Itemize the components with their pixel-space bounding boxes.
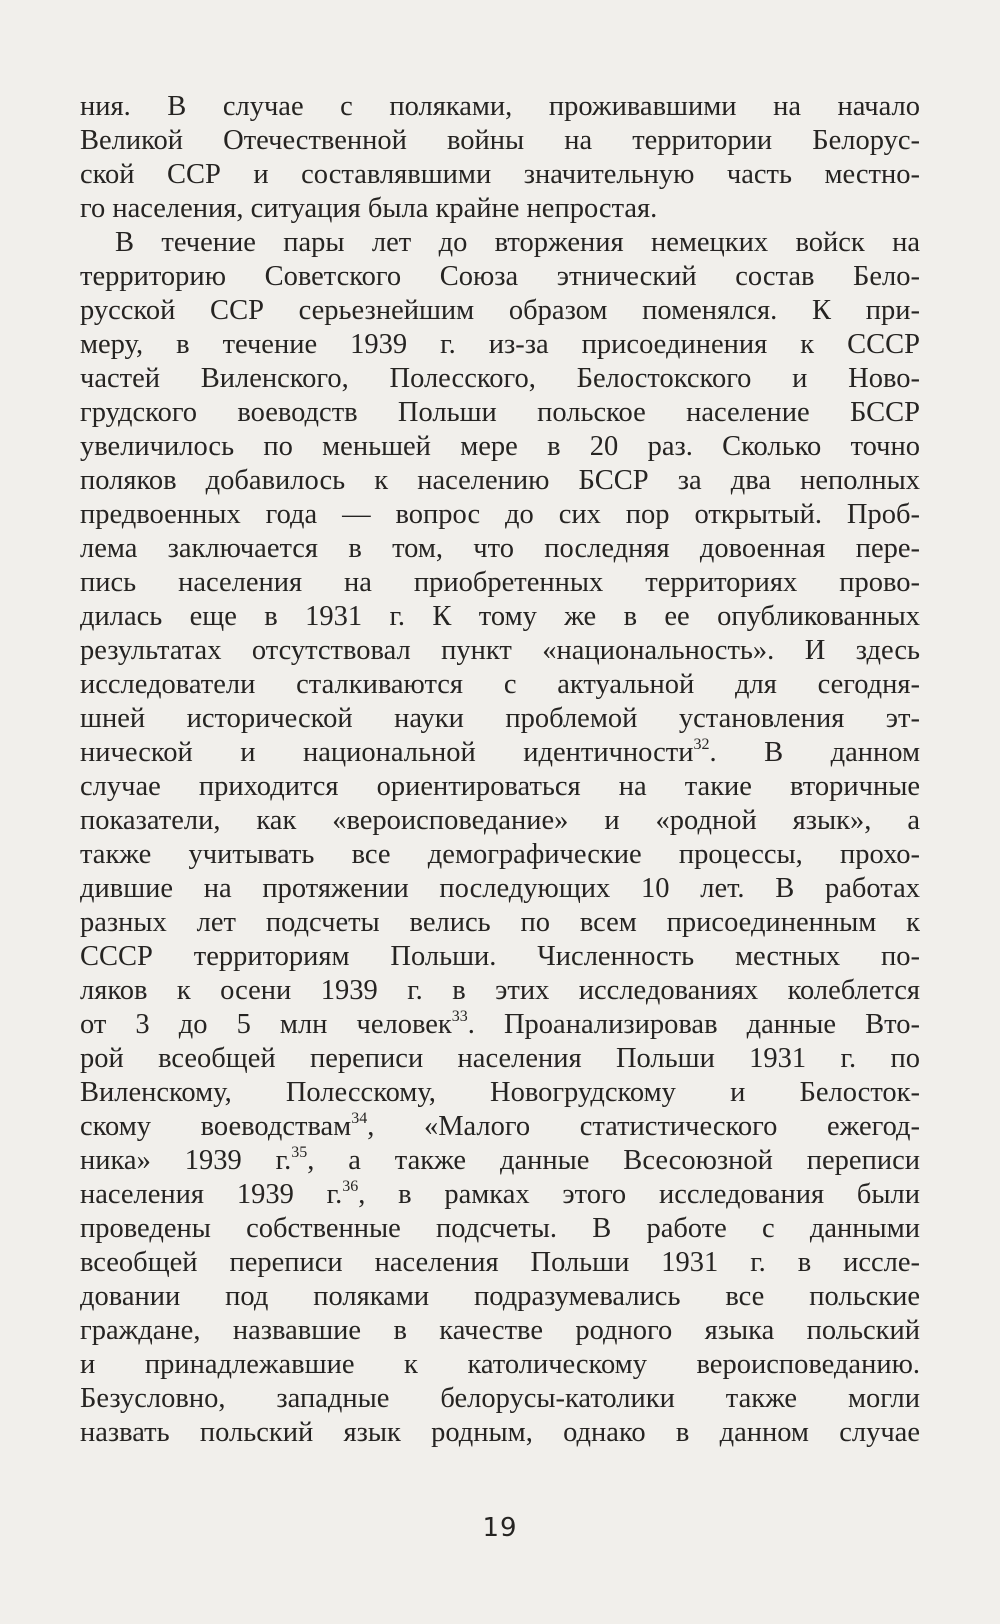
text-line: также учитывать все демографические процессы, прохо- (80, 839, 920, 870)
text-line: русской ССР серьезнейшим образом поменялся. К при- (80, 295, 920, 326)
paragraph (80, 90, 920, 226)
text-line: рой всеобщей переписи населения Польши 1931 г. по (80, 1043, 920, 1074)
text-line (80, 736, 920, 770)
text-segment: , а также данные Всесоюзной переписи (307, 1145, 920, 1176)
text-segment: , в рамках этого исследования были (358, 1179, 920, 1210)
text-line: назвать польский язык родным, однако в данном случае (80, 1417, 920, 1448)
text-segment: от 3 до 5 млн человек (80, 1009, 452, 1040)
text-segment: скому воеводствам (80, 1111, 352, 1142)
text-line: Виленскому, Полесскому, Новогрудскому и Белосток- (80, 1077, 920, 1108)
text-line: В течение пары лет до вторжения немецких войск на (115, 227, 920, 258)
text-segment: ника» 1939 г. (80, 1145, 292, 1176)
text-line: частей Виленского, Полесского, Белостокского и Ново- (80, 363, 920, 394)
text-line: го населения, ситуация была крайне непростая. (80, 193, 658, 224)
text-segment: . В данном (709, 737, 920, 768)
text-line (80, 1008, 920, 1042)
text-segment: населения 1939 г. (80, 1179, 343, 1210)
text-line: грудского воеводств Польши польское население БССР (80, 397, 920, 428)
footnote-reference[interactable]: 34 (351, 1109, 368, 1127)
footnote-reference[interactable]: 32 (693, 735, 710, 753)
footnote-reference[interactable]: 33 (451, 1007, 468, 1025)
text-line: СССР территориям Польши. Численность местных по- (80, 941, 920, 972)
text-line: граждане, назвавшие в качестве родного языка польский (80, 1315, 920, 1346)
text-line: шней исторической науки проблемой установления эт- (80, 703, 920, 734)
page-number: 19 (482, 1513, 518, 1543)
text-line: Великой Отечественной войны на территории Белорус- (80, 125, 920, 156)
text-line: меру, в течение 1939 г. из-за присоединения к СССР (80, 329, 920, 360)
text-segment: . Проанализировав данные Вто- (467, 1009, 920, 1040)
text-line: дившие на протяжении последующих 10 лет. В работах (80, 873, 920, 904)
text-line (80, 1178, 920, 1212)
text-line: поляков добавилось к населению БССР за два неполных (80, 465, 920, 496)
text-line: ляков к осени 1939 г. в этих исследованиях колеблется (80, 975, 920, 1006)
text-segment: нической и национальной идентичности (80, 737, 694, 768)
text-line: дилась еще в 1931 г. К тому же в ее опубликованных (80, 601, 920, 632)
text-line: результатах отсутствовал пункт «национальность». И здесь (80, 635, 920, 666)
text-line: территорию Советского Союза этнический состав Бело- (80, 261, 920, 292)
text-line: разных лет подсчеты велись по всем присоединенным к (80, 907, 920, 938)
text-line: и принадлежавшие к католическому вероисповеданию. (80, 1349, 920, 1380)
text-line: ской ССР и составлявшими значительную часть местно- (80, 159, 920, 190)
text-line: лема заключается в том, что последняя довоенная пере- (80, 533, 920, 564)
text-line: довании под поляками подразумевались все польские (80, 1281, 920, 1312)
text-line: случае приходится ориентироваться на такие вторичные (80, 771, 920, 802)
text-line: исследователи сталкиваются с актуальной для сегодня- (80, 669, 920, 700)
text-line (80, 1144, 920, 1178)
text-segment: , «Малого статистического ежегод- (367, 1111, 920, 1142)
body-text (80, 90, 920, 1450)
text-line: пись населения на приобретенных территориях прово- (80, 567, 920, 598)
text-line: проведены собственные подсчеты. В работе с данными (80, 1213, 920, 1244)
text-line: увеличилось по меньшей мере в 20 раз. Сколько точно (80, 431, 920, 462)
text-line: показатели, как «вероисповедание» и «родной язык», а (80, 805, 920, 836)
paragraph (80, 226, 920, 1450)
footnote-reference[interactable]: 35 (291, 1143, 308, 1161)
text-line: ния. В случае с поляками, проживавшими на начало (80, 91, 920, 122)
text-line: предвоенных года — вопрос до сих пор открытый. Проб- (80, 499, 920, 530)
text-line: всеобщей переписи населения Польши 1931 г. в иссле- (80, 1247, 920, 1278)
footnote-reference[interactable]: 36 (342, 1177, 359, 1195)
text-line: Безусловно, западные белорусы-католики также могли (80, 1383, 920, 1414)
text-line (80, 1110, 920, 1144)
